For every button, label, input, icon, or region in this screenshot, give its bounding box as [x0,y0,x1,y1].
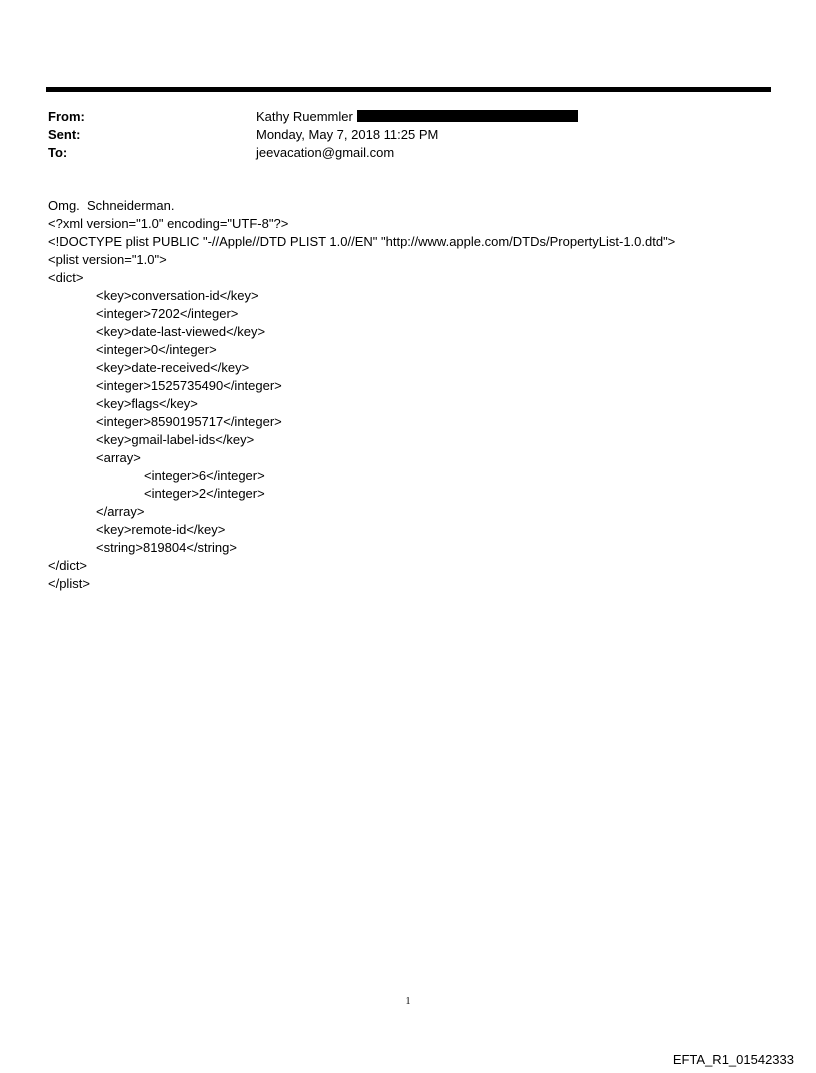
body-line: <?xml version="1.0" encoding="UTF-8"?> [48,216,289,231]
body-line: <key>remote-id</key> [96,522,226,537]
to-value: jeevacation@gmail.com [256,145,395,160]
body-line: </plist> [48,576,90,591]
email-body [48,197,788,593]
page-number: 1 [405,996,411,1007]
header-divider [46,87,771,92]
body-line: <string>819804</string> [96,540,237,555]
body-line: <dict> [48,270,84,285]
sent-row [48,126,768,144]
body-line: <key>flags</key> [96,396,198,411]
email-header [48,108,768,162]
body-line: <key>gmail-label-ids</key> [96,432,255,447]
body-line: <integer>6</integer> [144,468,265,483]
from-row [48,108,768,126]
body-line: <array> [96,450,141,465]
bates-number: EFTA_R1_01542333 [672,1052,794,1067]
from-name: Kathy Ruemmler [256,109,353,124]
to-label: To: [48,145,68,160]
redaction-bar [357,110,578,122]
body-line: <key>date-last-viewed</key> [96,324,266,339]
from-label: From: [48,109,85,124]
body-line: <!DOCTYPE plist PUBLIC "-//Apple//DTD PLIST 1.0//EN" "http://www.apple.com/DTDs/PropertyList-1.0.dtd"> [48,234,676,249]
from-value [256,108,578,126]
body-line: <integer>8590195717</integer> [96,414,282,429]
body-line: <key>conversation-id</key> [96,288,259,303]
body-line: <integer>1525735490</integer> [96,378,282,393]
body-line: <plist version="1.0"> [48,252,167,267]
body-line: </array> [96,504,145,519]
sent-value: Monday, May 7, 2018 11:25 PM [256,127,439,142]
body-line: </dict> [48,558,88,573]
sent-label: Sent: [48,127,81,142]
body-line: Omg. Schneiderman. [48,198,175,213]
to-row [48,144,768,162]
body-line: <integer>0</integer> [96,342,217,357]
body-line: <key>date-received</key> [96,360,250,375]
body-line: <integer>7202</integer> [96,306,239,321]
body-line: <integer>2</integer> [144,486,265,501]
